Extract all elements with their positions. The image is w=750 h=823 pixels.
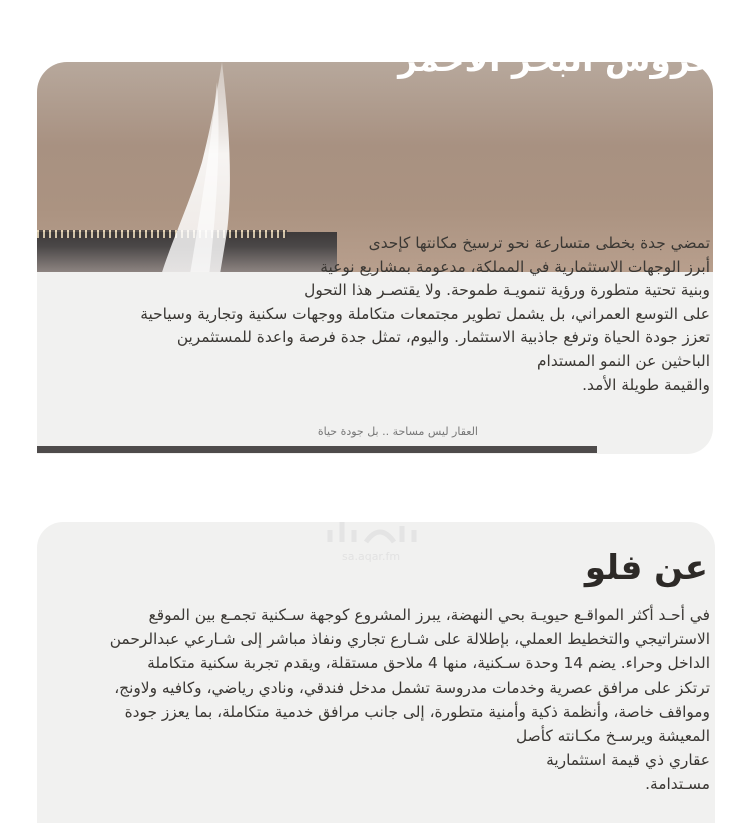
intro-line: والقيمة طويلة الأمد. bbox=[582, 375, 710, 394]
divider-rule bbox=[37, 446, 597, 453]
intro-line: الباحثين عن النمو المستدام bbox=[537, 351, 710, 370]
intro-line: تعزز جودة الحياة وترفع جاذبية الاستثمار. واليوم، تمثل جدة فرصة واعدة للمستثمرين bbox=[176, 328, 710, 347]
about-line: مسـتدامة. bbox=[645, 775, 710, 794]
aqar-watermark bbox=[310, 512, 440, 572]
about-paragraph bbox=[60, 603, 710, 797]
intro-line: وبنية تحتية متطورة ورؤية تنمويـة طموحة. ولا يقتصـر هذا التحول bbox=[304, 281, 710, 300]
hero-title: عروس البحر الأحمر bbox=[398, 40, 714, 79]
about-title: عن فلو bbox=[584, 548, 708, 588]
about-line: الاستراتيجي والتخطيط العملي، بإطلالة على شـارع تجاري ونفاذ مباشر إلى شـارعي عبدالرحمن bbox=[109, 630, 710, 649]
watermark-logo-icon bbox=[310, 512, 440, 552]
about-line: ترتكز على مرافق عصرية وخدمات مدروسة تشمل مدخل فندقي، ونادي رياضي، وكافيه ولاونج، bbox=[114, 678, 710, 697]
intro-paragraph bbox=[70, 232, 710, 397]
intro-line: أبرز الوجهات الاستثمارية في المملكة، مدعومة بمشاريع نوعية bbox=[320, 257, 710, 276]
watermark-text: sa.aqar.fm bbox=[342, 550, 401, 563]
about-line: المعيشة ويرسـخ مكـانته كأصل bbox=[516, 727, 710, 746]
intro-line: تمضي جدة بخطى متسارعة نحو ترسيخ مكانتها كإحدى bbox=[368, 234, 710, 252]
about-line: الداخل وحراء. يضم 14 وحدة سـكنية، منها 4 ملاحق مستقلة، ويقدم تجربة سكنية متكاملة bbox=[147, 654, 710, 673]
about-line: عقاري ذي قيمة استثمارية bbox=[546, 751, 710, 770]
about-line: ومواقف خاصة، وأنظمة ذكية وأمنية متطورة، إلى جانب مرافق خدمية متكاملة، بما يعزز جودة bbox=[124, 702, 710, 721]
intro-line: على التوسع العمراني، بل يشمل تطوير مجتمعات متكاملة ووجهات سكنية وتجارية وسياحية bbox=[140, 304, 710, 323]
tagline-caption: العقار ليس مساحة .. بل جودة حياة bbox=[317, 425, 478, 438]
about-line: في أحـد أكثر المواقـع حيويـة بحي النهضة، يبرز المشروع كوجهة سـكنية تجمـع بين الموقع bbox=[148, 606, 710, 624]
